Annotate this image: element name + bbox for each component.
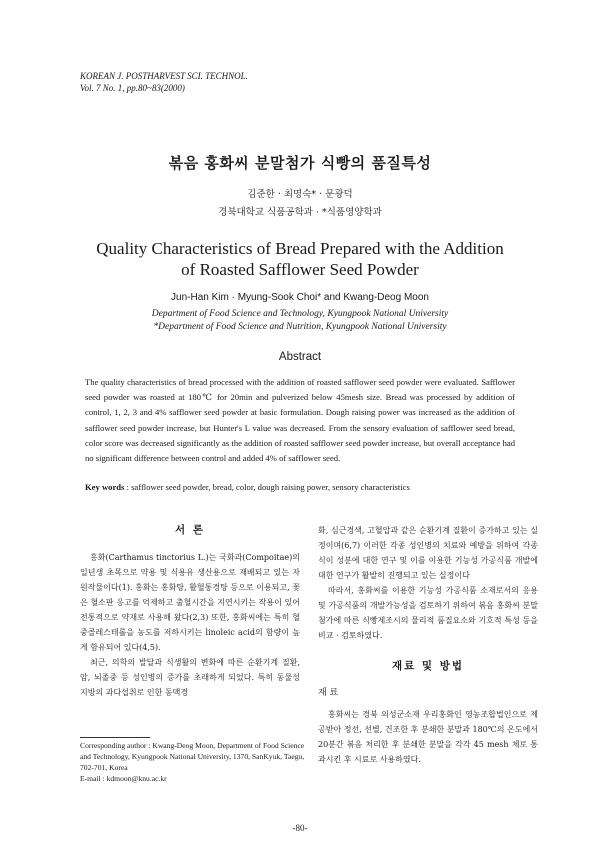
english-authors: Jun-Han Kim · Myung-Sook Choi* and Kwang-Deog Moon: [171, 292, 429, 303]
materials-paragraph: 홍화씨는 경북 의성군소재 우리홍화인 영농조합법인으로 제공받아 정선, 선별, 건조한 후 분쇄한 분말과 180℃의 온도에서 20분간 볶음 처리한 후 분쇄한 분말을 각각 45 mesh 체로 통과시킨 후 시료로 사용하였다.: [318, 710, 538, 764]
email: E-mail : kdmoon@knu.ac.kr: [80, 774, 167, 783]
korean-authors: 김준한 · 최명숙* · 문광덕: [247, 189, 353, 200]
page-number: -80-: [292, 823, 308, 833]
right-paragraph-1: 화, 심근경색, 고혈압과 같은 순환기계 질환이 증가하고 있는 실정이며(6,7) 이러한 각종 성인병의 치료와 예방을 위하여 각종 식이 성분에 대한 연구 및 이를 이용한 기능성 가공식품 개발에 대한 연구가 활발히 진행되고 있는 실정이다: [318, 526, 538, 580]
keywords-label: Key words: [85, 482, 125, 492]
materials-subheading: 재 료: [318, 688, 339, 698]
left-column: [80, 523, 300, 700]
introduction-heading: 서 론: [175, 524, 205, 536]
footnote: [80, 740, 305, 784]
english-title-line-2: of Roasted Safflower Seed Powder: [181, 260, 419, 279]
intro-paragraph-1: 홍화(Carthamus tinctorius L.)는 국화과(Compoitae)의 일년생 초목으로 약용 및 식용유 생산용으로 재배되고 있는 자원작물이다(1). 홍화는 홍화탕, 활혈통경탕 등으로 이용되고, 꽃은 혈소판 응고를 억제하고 출혈시간을 지연시키는 작용이 있어 전통적으로 약재로 사용해 왔다(2,3) 또한, 홍화씨에는 특히 혈중콜레스테롤을 농도를 저하시키는 linoleic acid의 함량이 높게 함유되어 있다(4,5).: [80, 553, 300, 652]
corresponding-author: Corresponding author : Kwang-Deog Moon, Department of Food Science and Technology, Kyungpook National University, 1370, SanKyuk, Taegu, 702-701, Korea: [80, 741, 305, 772]
intro-paragraph-2: 최근, 의학의 발달과 식생활의 변화에 따른 순환기계 질환, 암, 뇌졸중 등 성인병의 증가를 초래하게 되었다. 특히 동물성 지방의 과다섭취로 인한 동맥경: [80, 658, 300, 697]
journal-volume: Vol. 7 No. 1, pp.80~83(2000): [80, 83, 185, 93]
right-paragraph-2: 따라서, 홍화씨를 이용한 기능성 가공식품 소재로서의 응용 및 가공식품의 개발가능성을 검토하기 위하여 볶음 홍화씨 분말첨가에 따른 식빵제조시의 물리적 품질요소와 기호적 특성 등을 비교 · 검토하였다.: [318, 586, 538, 640]
affiliation-1: Department of Food Science and Technology, Kyungpook National University: [151, 309, 449, 319]
english-title: [0, 238, 600, 280]
korean-title: 볶음 홍화씨 분말첨가 식빵의 품질특성: [168, 154, 432, 172]
journal-header: [80, 70, 248, 94]
methods-heading: 재료 및 방법: [391, 660, 465, 672]
english-title-line-1: Quality Characteristics of Bread Prepared with the Addition: [96, 239, 504, 258]
english-affiliation: [0, 308, 600, 334]
abstract-heading: Abstract: [278, 351, 322, 363]
footnote-divider: [80, 737, 150, 738]
keywords: [85, 482, 525, 492]
abstract-text: The quality characteristics of bread processed with the addition of roasted safflower seed powder were evaluated. Safflower seed powder was roasted at 180℃ for 20min and pulverized below 45mesh size. Bread was processed by addition of control, 1, 2, 3 and 4% safflower seed powder at basic formulation. Dough raising power was increased as the addition of safflower seed powder increase, but Hunter's L value was decreased. From the sensory evaluation of safflower seed bread, color score was decreased significantly as the addition of roasted safflower seed powder increase, but overall acceptance had no significant difference between control and added 4% of safflower seed.: [85, 377, 515, 464]
affiliation-2: *Department of Food Science and Nutrition, Kyungpook National University: [153, 322, 447, 332]
right-column: [318, 523, 538, 767]
keywords-text: : safflower seed powder, bread, color, dough raising power, sensory characteristics: [124, 482, 410, 492]
journal-name: KOREAN J. POSTHARVEST SCI. TECHNOL.: [80, 71, 248, 81]
korean-affiliation: 경북대학교 식품공학과 · *식품영양학과: [218, 207, 382, 218]
